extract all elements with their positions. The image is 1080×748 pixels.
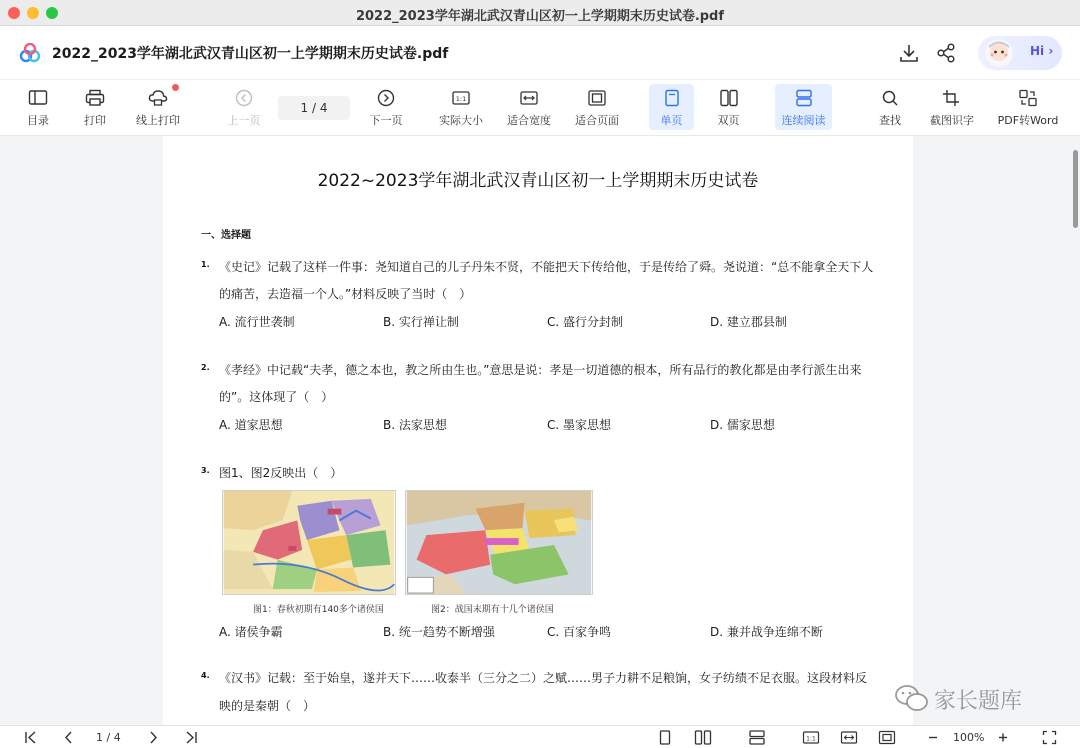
share-icon[interactable] xyxy=(935,42,957,64)
chevron-left-icon[interactable] xyxy=(62,730,76,745)
figure-caption: 图1：春秋初期有140多个诸侯国 xyxy=(253,605,384,615)
option: C. 墨家思想 xyxy=(547,418,612,432)
document-title: 2022_2023学年湖北武汉青山区初一上学期期末历史试卷.pdf xyxy=(52,46,449,62)
figure-caption: 图2：战国末期有十几个诸侯国 xyxy=(431,605,554,615)
question-text: 的”。这体现了（ ） xyxy=(219,390,334,404)
option: D. 兼并战争连绵不断 xyxy=(710,625,823,639)
option: B. 实行禅让制 xyxy=(383,315,459,329)
question-number: 1. xyxy=(201,260,210,269)
assistant-hi-label: Hi › xyxy=(1030,44,1054,58)
last-page-icon[interactable] xyxy=(184,730,198,745)
question-text: 图1、图2反映出（ ） xyxy=(219,466,343,480)
option: D. 儒家思想 xyxy=(710,418,775,432)
notification-dot xyxy=(172,84,179,91)
continuous-view-icon[interactable] xyxy=(748,730,766,745)
next-page-button[interactable]: 下一页 xyxy=(364,84,408,130)
main-toolbar xyxy=(0,80,1080,136)
option: D. 建立郡县制 xyxy=(710,315,787,329)
search-icon xyxy=(880,89,900,107)
option: A. 诸侯争霸 xyxy=(219,625,283,639)
question-number: 2. xyxy=(201,363,210,372)
app-header xyxy=(0,26,1080,80)
actual-size-icon xyxy=(451,89,471,107)
wechat-icon xyxy=(894,683,930,713)
fullscreen-icon[interactable] xyxy=(1042,730,1057,745)
zoom-level[interactable]: 100% xyxy=(953,731,985,744)
question-number: 4. xyxy=(201,671,210,680)
map-warring-states xyxy=(405,490,593,595)
prev-page-button[interactable]: 上一页 xyxy=(222,84,266,130)
question-number: 3. xyxy=(201,466,210,475)
map-spring-autumn xyxy=(222,490,396,595)
window-title: 2022_2023学年湖北武汉青山区初一上学期期末历史试卷.pdf xyxy=(355,9,725,24)
double-page-view-icon[interactable] xyxy=(694,730,712,745)
watermark-text: 家长题库 xyxy=(934,689,1023,714)
page-number-input[interactable]: 1 / 4 xyxy=(278,96,350,120)
chevron-right-circle-icon xyxy=(376,89,396,107)
toc-button[interactable]: 目录 xyxy=(18,84,58,130)
question-text: 的痛苦，去造福一个人。”材料反映了当时（ ） xyxy=(219,287,472,301)
continuous-scroll-icon xyxy=(794,89,814,107)
question-text: 映的是秦朝（ ） xyxy=(219,699,316,713)
watermark xyxy=(892,682,1052,716)
section-heading: 一、选择题 xyxy=(201,230,251,241)
convert-icon xyxy=(1018,89,1038,107)
assistant-hi-button[interactable] xyxy=(978,36,1062,70)
option: A. 流行世袭制 xyxy=(219,315,295,329)
single-page-icon xyxy=(662,89,682,107)
toc-icon xyxy=(28,89,48,107)
option: A. 道家思想 xyxy=(219,418,283,432)
actual-size-view-icon[interactable] xyxy=(802,730,820,745)
window-titlebar xyxy=(0,0,1080,26)
zoom-in-icon[interactable] xyxy=(996,730,1010,745)
pdf-to-word-button[interactable]: PDF转Word xyxy=(996,84,1060,130)
zoom-out-icon[interactable] xyxy=(926,730,940,745)
actual-size-button[interactable]: 1:1 实际大小 xyxy=(434,84,488,130)
find-button[interactable]: 查找 xyxy=(868,84,912,130)
app-logo-icon xyxy=(18,43,42,63)
assistant-avatar-icon xyxy=(982,37,1016,69)
fit-page-view-icon[interactable] xyxy=(878,730,896,745)
document-viewport[interactable] xyxy=(0,136,1080,725)
continuous-reading-button[interactable]: 连续阅读 xyxy=(775,84,832,130)
double-page-button[interactable]: 双页 xyxy=(706,84,751,130)
chevron-left-circle-icon xyxy=(234,89,254,107)
question-text: 《史记》记载了这样一件事：尧知道自己的儿子丹朱不贤，不能把天下传给他，于是传给了舜。尧说道：“总不能拿全天下人 xyxy=(219,260,874,274)
svg-text:1:1: 1:1 xyxy=(806,735,816,743)
single-page-view-icon[interactable] xyxy=(658,730,672,745)
fit-page-icon xyxy=(587,89,607,107)
fit-page-button[interactable]: 适合页面 xyxy=(570,84,624,130)
single-page-button[interactable]: 单页 xyxy=(649,84,694,130)
print-button[interactable]: 打印 xyxy=(75,84,115,130)
fit-width-icon xyxy=(519,89,539,107)
vertical-scrollbar[interactable] xyxy=(1073,150,1078,228)
option: B. 统一趋势不断增强 xyxy=(383,625,495,639)
question-text: 《孝经》中记载“夫孝，德之本也，教之所由生也。”意思是说：孝是一切道德的根本，所有品行的教化都是由孝行派生出来 xyxy=(219,363,862,377)
svg-text:1:1: 1:1 xyxy=(455,95,467,103)
fit-width-button[interactable]: 适合宽度 xyxy=(502,84,556,130)
pdf-page xyxy=(163,136,913,725)
screenshot-ocr-button[interactable]: 截图识字 xyxy=(926,84,978,130)
double-page-icon xyxy=(719,89,739,107)
option: C. 百家争鸣 xyxy=(547,625,612,639)
cloud-print-icon xyxy=(148,89,168,107)
online-print-button[interactable]: 线上打印 xyxy=(130,84,186,130)
exam-title: 2022~2023学年湖北武汉青山区初一上学期期末历史试卷 xyxy=(317,171,759,191)
printer-icon xyxy=(85,89,105,107)
chevron-right-icon[interactable] xyxy=(146,730,160,745)
option: C. 盛行分封制 xyxy=(547,315,624,329)
download-icon[interactable] xyxy=(898,42,920,64)
bottom-page-indicator[interactable]: 1 / 4 xyxy=(96,731,121,744)
option: B. 法家思想 xyxy=(383,418,447,432)
question-text: 《汉书》记载：至于始皇，遂并天下……收泰半（三分之二）之赋……男子力耕不足粮饷，女子纺绩不足衣服。这段材料反 xyxy=(219,671,868,685)
bottom-status-bar xyxy=(0,725,1080,748)
fit-width-view-icon[interactable] xyxy=(840,730,858,745)
first-page-icon[interactable] xyxy=(24,730,38,745)
crop-icon xyxy=(942,89,962,107)
